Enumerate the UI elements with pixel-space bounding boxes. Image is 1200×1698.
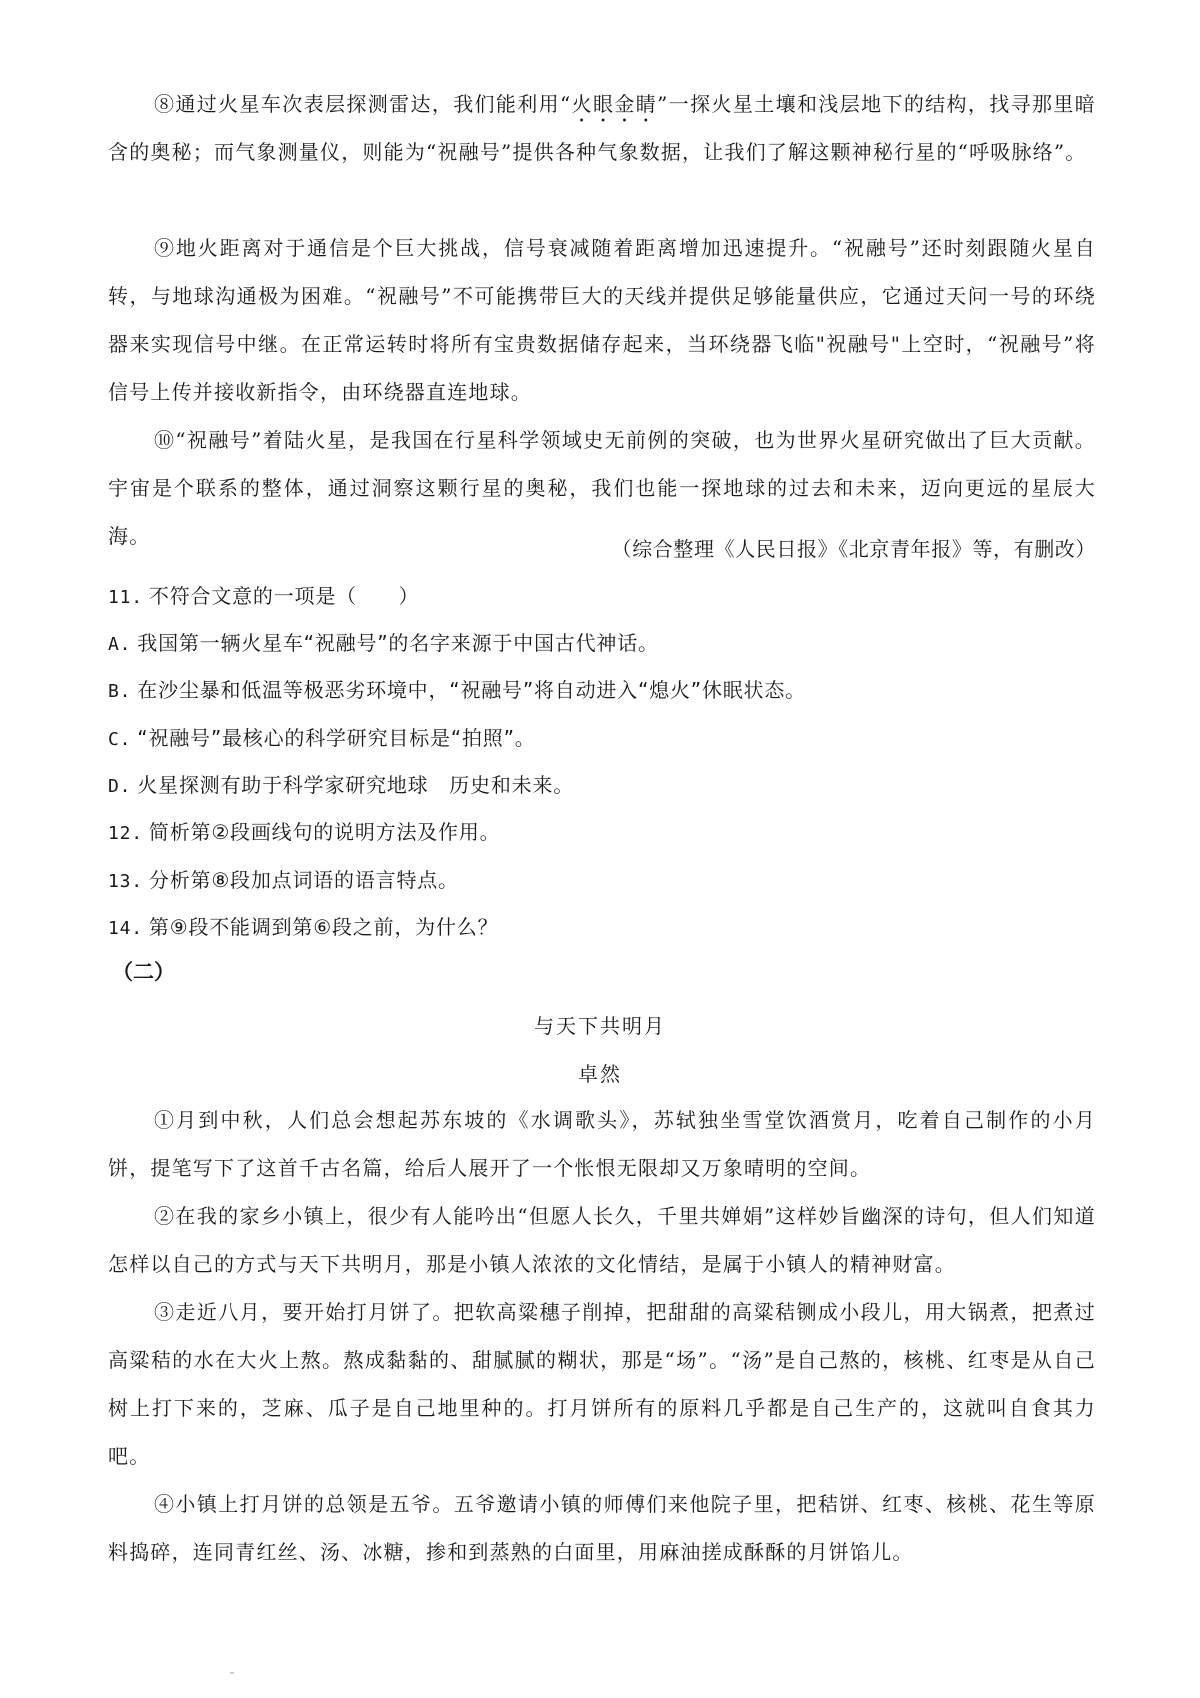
article-title: 与天下共明月 xyxy=(534,1014,666,1038)
question-11 xyxy=(108,580,419,609)
option-label: D. xyxy=(108,776,132,797)
option-label: B. xyxy=(108,681,132,702)
question-12 xyxy=(108,816,500,845)
p8-text-before: ⑧通过火星车次表层探测雷达，我们能利用“ xyxy=(154,92,572,116)
p8-text-after: ”一探火星土壤和浅层地下的结构，找寻那里暗含的奥秘；而气象测量仪，则能为“祝融号”提供各种气象数据，让我们了解这颗神秘行星的“呼吸脉络”。 xyxy=(108,92,1096,164)
option-d xyxy=(108,769,574,798)
article-author: 卓然 xyxy=(578,1062,622,1086)
option-text: 我国第一辆火星车“祝融号”的名字来源于中国古代神话。 xyxy=(137,631,659,655)
paragraph-8 xyxy=(108,80,1096,176)
paragraph-10: ⑩“祝融号”着陆火星，是我国在行星科学领域史无前例的突破，也为世界火星研究做出了巨大贡献。宇宙是个联系的整体，通过洞察这颗行星的奥秘，我们也能一探地球的过去和未来，迈向更远的星辰大海。 xyxy=(108,428,1096,548)
question-number: 13. xyxy=(108,871,143,892)
question-number: 12. xyxy=(108,823,143,844)
section-label: （二） xyxy=(112,960,175,984)
option-c xyxy=(108,722,536,751)
question-number: 11. xyxy=(108,587,143,608)
article-paragraph-2: ②在我的家乡小镇上，很少有人能吟出“但愿人长久，千里共婵娟”这样妙旨幽深的诗句，但人们知道怎样以自己的方式与天下共明月，那是小镇人浓浓的文化情结，是属于小镇人的精神财富。 xyxy=(108,1204,1096,1276)
article-paragraph-1: ①月到中秋，人们总会想起苏东坡的《水调歌头》，苏轼独坐雪堂饮酒赏月，吃着自己制作的小月饼，提笔写下了这首千古名篇，给后人展开了一个怅恨无限却又万象晴明的空间。 xyxy=(108,1108,1096,1180)
question-text: 分析第⑧段加点词语的语言特点。 xyxy=(148,868,459,892)
option-text: “祝融号”最核心的科学研究目标是“拍照”。 xyxy=(137,726,536,750)
question-13 xyxy=(108,864,459,893)
option-label: A. xyxy=(108,634,132,655)
dotted-phrase: 火眼金睛 xyxy=(571,92,658,116)
option-label: C. xyxy=(108,729,132,750)
page-mark xyxy=(230,1672,234,1674)
option-b xyxy=(108,674,806,703)
paragraph-9: ⑨地火距离对于通信是个巨大挑战，信号衰减随着距离增加迅速提升。“祝融号”还时刻跟随火星自转，与地球沟通极为困难。“祝融号”不可能携带巨大的天线并提供足够能量供应，它通过天问一号的环绕器来实现信号中继。在正常运转时将所有宝贵数据储存起来，当环绕器飞临"祝融号"上空时，“祝融号”将信号上传并接收新指令，由环绕器直连地球。 xyxy=(108,236,1096,404)
question-text: 简析第②段画线句的说明方法及作用。 xyxy=(148,820,501,844)
article-paragraph-3: ③走近八月，要开始打月饼了。把软高粱穗子削掉，把甜甜的高粱秸铡成小段儿，用大锅煮，把煮过高粱秸的水在大火上熬。熬成黏黏的、甜腻腻的糊状，那是“场”。“汤”是自己熬的，核桃、红枣是从自己树上打下来的，芝麻、瓜子是自己地里种的。打月饼所有的原料几乎都是自己生产的，这就叫自食其力吧。 xyxy=(108,1300,1096,1468)
article-paragraph-4: ④小镇上打月饼的总领是五爷。五爷邀请小镇的师傅们来他院子里，把秸饼、红枣、核桃、花生等原料捣碎，连同青红丝、汤、冰糖，掺和到蒸熟的白面里，用麻油搓成酥酥的月饼馅儿。 xyxy=(108,1492,1096,1564)
question-14 xyxy=(108,911,498,940)
question-number: 14. xyxy=(108,918,143,939)
option-text: 火星探测有助于科学家研究地球 历史和未来。 xyxy=(137,773,575,797)
option-a xyxy=(108,627,659,656)
question-text: 不符合文意的一项是（ ） xyxy=(148,584,420,608)
source-citation: （综合整理《人民日报》《北京青年报》等，有删改） xyxy=(611,537,1096,561)
question-text: 第⑨段不能调到第⑥段之前，为什么？ xyxy=(148,915,499,939)
option-text: 在沙尘暴和低温等极恶劣环境中，“祝融号”将自动进入“熄火”休眠状态。 xyxy=(137,678,806,702)
